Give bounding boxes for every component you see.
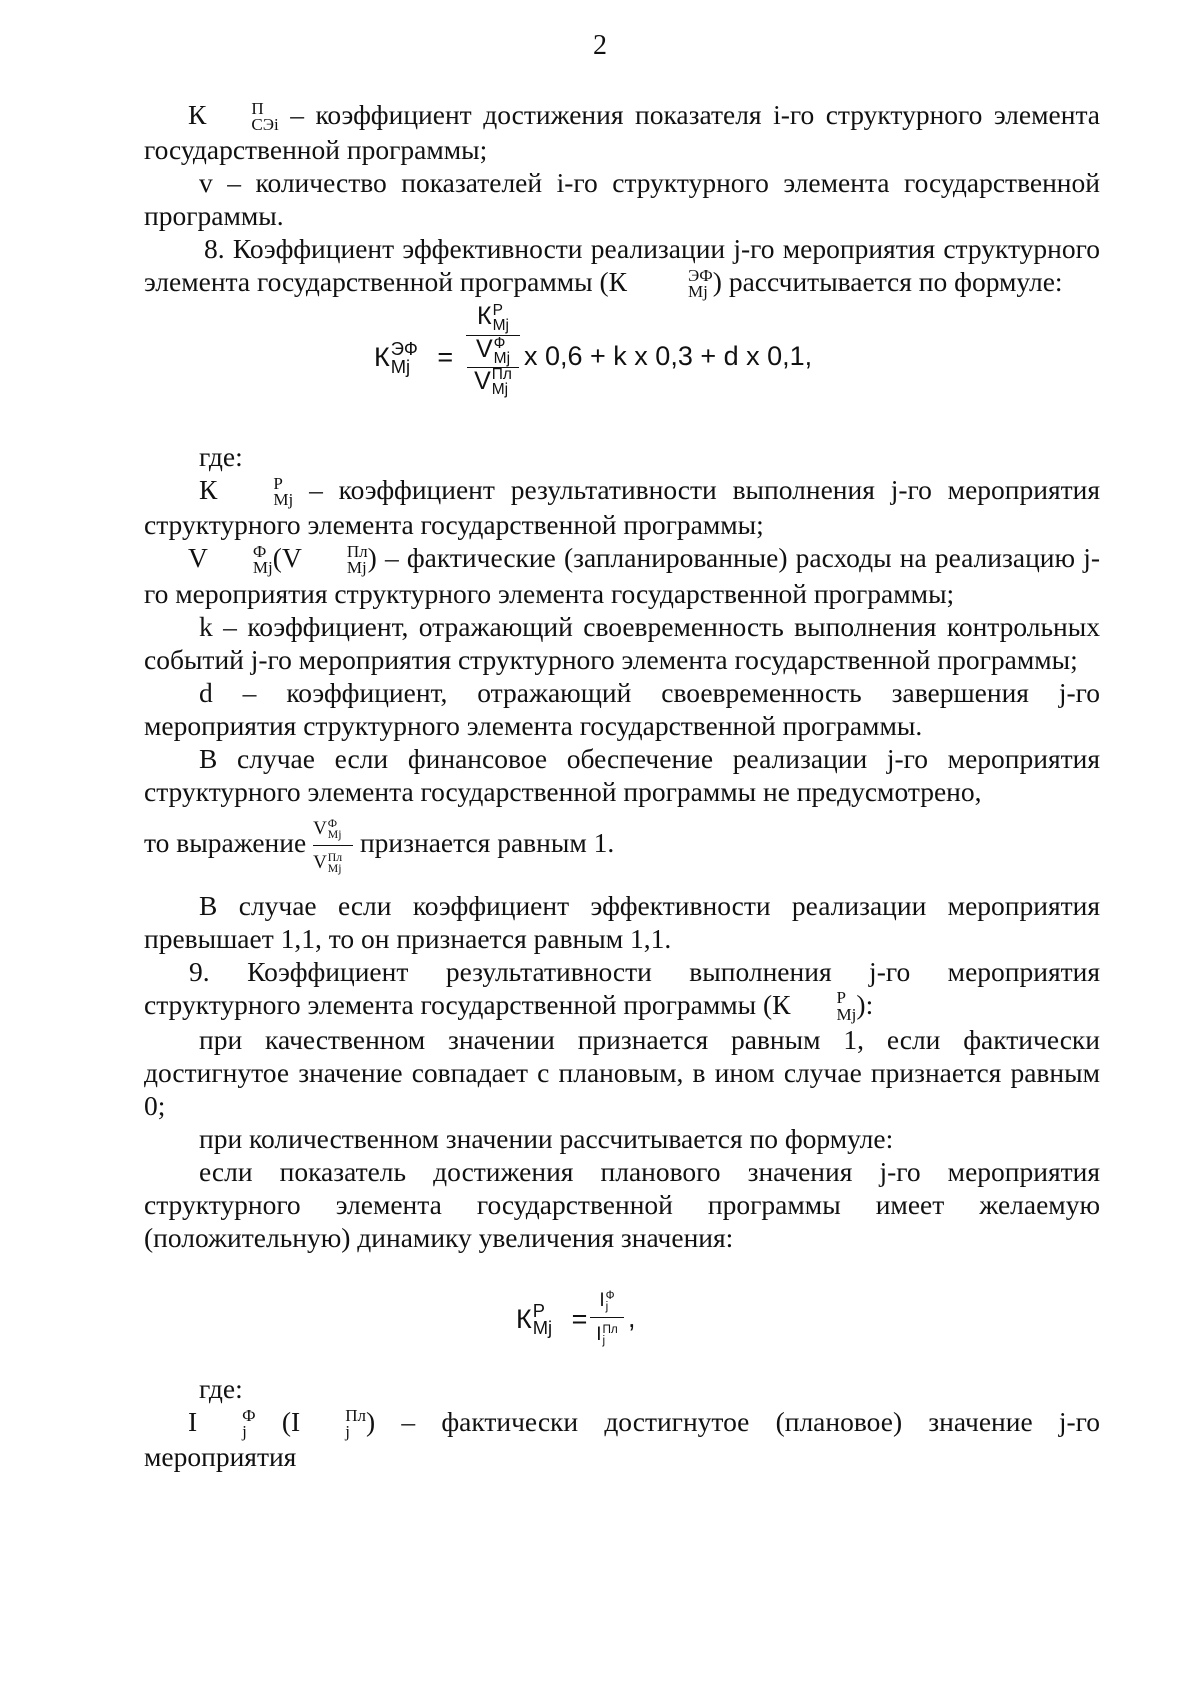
paragraph-qualitative: при качественном значении признается равным 1, если фактически достигнутое значение совпадает с плановым, в ином случае признается равным 0;	[144, 1023, 1100, 1121]
definition-kr: К Р Mj – коэффициент результативности выполнения j-го мероприятия структурного элемента государственной программы;	[144, 474, 1100, 541]
fraction-result: I Ф j I Пл j	[590, 1284, 624, 1351]
formula-result: К Р Mj = I Ф j I Пл j ,	[144, 1254, 1100, 1372]
sup-sub: П СЭi	[251, 98, 279, 134]
definition-v: v – количество показателей i-го структурного элемента государственной программы.	[144, 167, 1100, 232]
definition-k: k – коэффициент, отражающий своевременность выполнения контрольных событий j-го мероприятия структурного элемента государственной программы;	[144, 610, 1100, 675]
paragraph-8: 8. Коэффициент эффективности реализации j-го мероприятия структурного элемента государственной программы (К ЭФ Mj ) рассчитывается по формуле:	[144, 233, 1100, 302]
paragraph-quantitative: при количественном значении рассчитывается по формуле:	[199, 1122, 894, 1154]
paragraph-positive-dynamics: если показатель достижения планового значения j-го мероприятия структурного элемента государственной программы имеет желаемую (положительную) динамику увеличения значения:	[144, 1155, 1100, 1253]
paragraph-financing: В случае если финансовое обеспечение реализации j-го мероприятия структурного элемента государственной программы не предусмотрено,	[144, 742, 1100, 807]
symbol-k: К	[188, 99, 207, 130]
paragraph-9: 9. Коэффициент результативности выполнения j-го мероприятия структурного элемента государственной программы (К Р Mj ):	[144, 955, 1100, 1024]
expression-line: то выражение V Ф Mj V Пл Mj признается равным 1.	[144, 812, 1100, 879]
paragraph-limit: В случае если коэффициент эффективности реализации мероприятия превышает 1,1, то он признается равным 1,1.	[144, 889, 1100, 954]
where-label-2: где:	[199, 1372, 243, 1404]
where-label: где:	[199, 441, 243, 473]
definition-vf: V Ф Mj (V Пл Mj ) – фактические (запланированные) расходы на реализацию j-го мероприятия структурного элемента государственной программы;	[144, 542, 1100, 609]
formula-efficiency: К ЭФ Mj = К Р Mj V Ф Mj V Пл Mj x 0,6 + k x 0,3 + d x 0,1,	[374, 302, 813, 399]
fraction-inline: V Ф Mj V Пл Mj	[313, 812, 353, 879]
page-number: 2	[593, 30, 607, 61]
definition-ksei: К П СЭi – коэффициент достижения показателя i-го структурного элемента государственной программы;	[144, 98, 1100, 166]
definition-ij: I Ф j (I Пл j ) – фактически достигнутое (плановое) значение j-го мероприятия	[144, 1405, 1101, 1472]
definition-d: d – коэффициент, отражающий своевременность завершения j-го мероприятия структурного элемента государственной программы.	[144, 676, 1100, 741]
fraction-main: К Р Mj V Ф Mj V Пл Mj	[466, 300, 520, 397]
document-body	[144, 98, 1100, 1473]
